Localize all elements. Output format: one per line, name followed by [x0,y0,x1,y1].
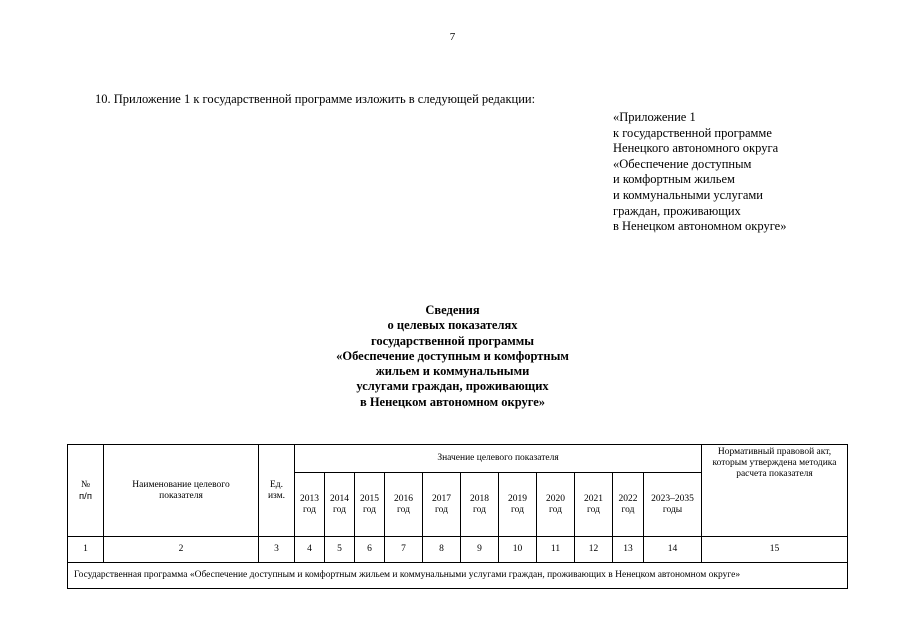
title-line: Сведения [425,303,480,317]
year-cell [325,473,355,537]
header-indicator-name: Наименование целевого показателя [104,445,259,537]
appendix-line: «Приложение 1 [613,110,696,124]
year-cell [355,473,385,537]
appendix-line: и комфортным жильем [613,172,735,187]
title-line: в Ненецком автономном округе» [359,394,546,409]
indicators-table [67,444,848,589]
column-index: 2 [104,537,259,563]
year-label: 2014 [330,493,349,504]
column-index: 7 [385,537,423,563]
header-number [68,445,104,537]
year-unit: год [473,504,486,515]
year-unit: год [621,504,635,515]
year-cell [613,473,644,537]
column-index: 9 [461,537,499,563]
year-unit: год [303,504,316,515]
instruction-text: 10. Приложение 1 к государственной программе изложить в следующей редакции: [95,92,536,106]
year-label: 2018 [470,493,489,504]
header-number-line: п/п [79,490,92,502]
title-line: услугами граждан, проживающих [356,379,549,394]
year-unit: год [397,504,410,515]
column-index: 4 [295,537,325,563]
header-legal-act: Нормативный правовой акт, которым утверждена методика расчета показателя [702,445,848,537]
column-index: 8 [423,537,461,563]
header-number-line: № [80,479,91,490]
year-unit: год [363,504,376,515]
year-cell [575,473,613,537]
appendix-line: и коммунальными услугами [613,187,763,202]
appendix-line: граждан, проживающих [613,203,741,218]
column-index: 15 [702,537,848,563]
document-title [0,303,905,410]
column-index: 11 [537,537,575,563]
column-index: 13 [613,537,644,563]
year-unit: год [435,504,448,515]
title-line: государственной программы [370,333,535,348]
year-cell [423,473,461,537]
year-cell [385,473,423,537]
year-unit: год [549,504,562,515]
column-index: 10 [499,537,537,563]
year-cell [461,473,499,537]
appendix-line: к государственной программе [613,125,772,140]
year-unit: год [333,504,346,515]
year-label: 2017 [432,493,451,504]
year-unit: год [587,504,600,515]
column-index: 5 [325,537,355,563]
column-index: 14 [644,537,702,563]
column-index: 1 [68,537,104,563]
appendix-line: в Ненецком автономном округе» [613,219,787,234]
year-label: 2021 [584,493,603,504]
program-row: Государственная программа «Обеспечение доступным и комфортным жильем и коммунальными услугами граждан, проживающих в Ненецком автономном округе» [68,563,848,589]
appendix-line: Ненецкого автономного округа [613,141,779,156]
year-label: 2015 [360,493,379,504]
appendix-header [613,110,786,235]
column-index: 6 [355,537,385,563]
year-cell [537,473,575,537]
year-label: 2019 [508,493,527,504]
year-cell [499,473,537,537]
year-cell [644,473,702,537]
column-index: 3 [259,537,295,563]
year-label: 2016 [394,493,413,504]
title-line: о целевых показателях [387,318,518,333]
year-label: 2023–2035 [651,493,694,504]
page-number: 7 [449,31,456,43]
year-unit: год [511,504,524,515]
year-cell [295,473,325,537]
title-line: «Обеспечение доступным и комфортным [336,348,569,363]
column-index: 12 [575,537,613,563]
header-unit: Ед. изм. [259,445,295,537]
year-label: 2013 [300,493,319,504]
year-label: 2020 [546,493,565,504]
year-label: 2022 [618,493,638,504]
year-unit: годы [662,504,683,515]
appendix-line: «Обеспечение доступным [613,156,752,171]
header-values: Значение целевого показателя [295,445,702,473]
title-line: жильем и коммунальными [375,364,530,379]
